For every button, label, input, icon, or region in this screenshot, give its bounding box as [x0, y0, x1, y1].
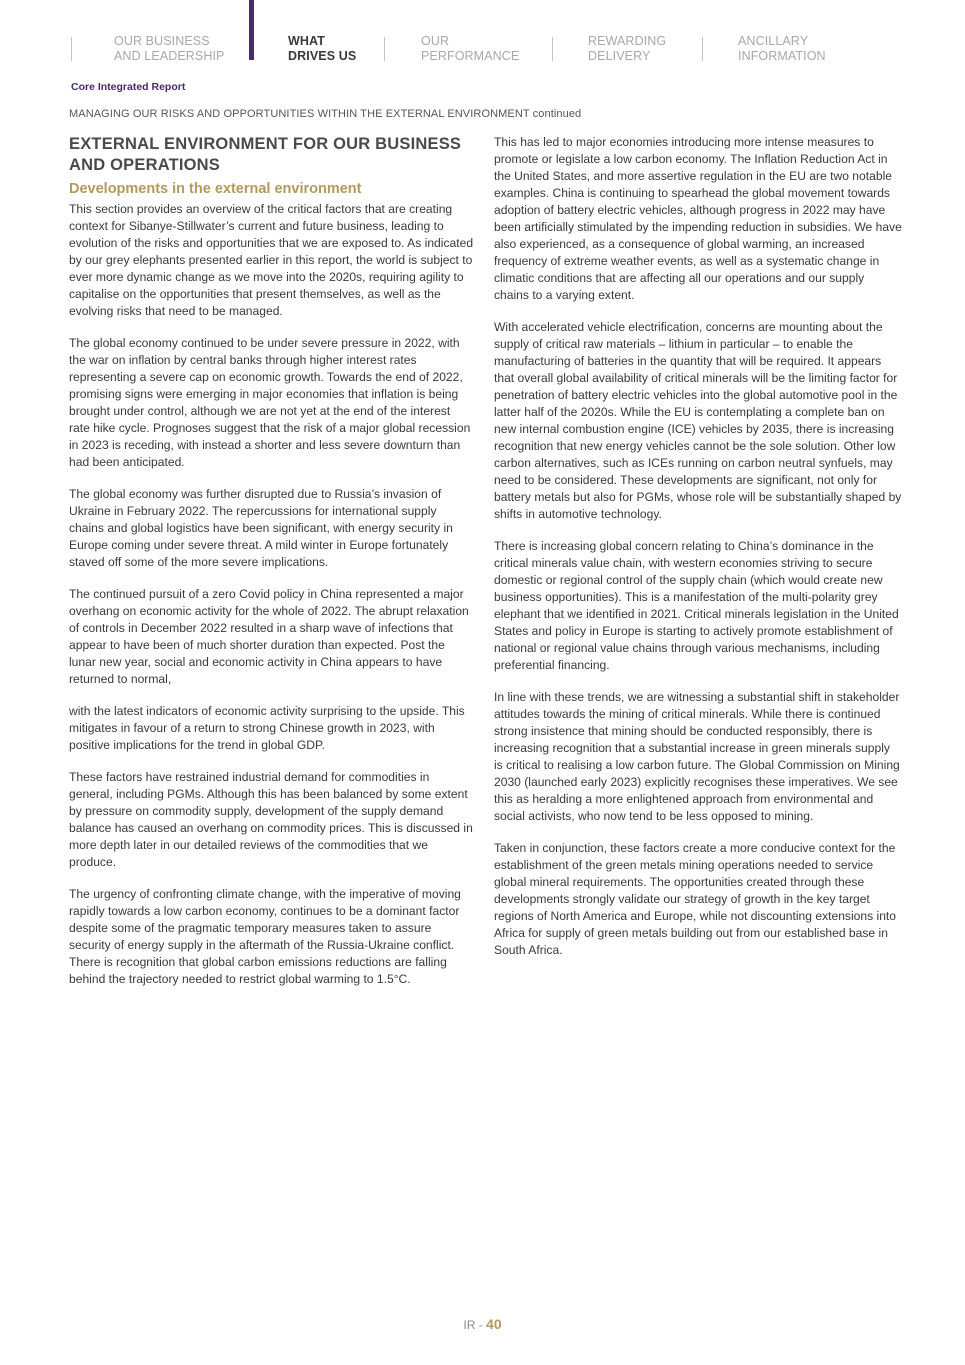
body-paragraph: The urgency of confronting climate change, with the imperative of moving rapidly towards a low carbon economy, continues to be a dominant factor despite some of the pragmatic temporary measures taken to assure security of energy supply in the aftermath of the Russia-Ukraine conflict. There is recognition that global carbon emissions reductions are falling behind the trajectory needed to restrict global warming to 1.5°C.: [69, 887, 461, 986]
body-paragraph: The global economy continued to be under severe pressure in 2022, with the war on inflation by central banks through higher interest rates representing a severe cap on economic growth. Towards the end of 2022, promising signs were emerging in major economies that inflation is being brought under control, although we are not yet at the end of the interest rate hike cycle. Prognoses suggest that the risk of a major global recession in 2023 is receding, with instead a shorter and less severe downturn than had been anticipated.: [69, 336, 471, 469]
nav-item-line: PERFORMANCE: [421, 49, 520, 63]
body-paragraph: Taken in conjunction, these factors create a more conducive context for the establishment of the green metals mining operations needed to service global mineral requirements. The opportunities created through these developments strongly validate our strategy of growth in the key target regions of North America and Europe, while not discounting extensions into Africa for supply of green metals building out from our established base in South Africa.: [494, 841, 897, 957]
body-paragraph: This section provides an overview of the critical factors that are creating context for Sibanye-Stillwater’s current and future business, leading to evolution of the risks and opportunities that we are exposed to. As indicated by our grey elephants presented earlier in this report, the world is subject to ever more dynamic change as we move into the 2020s, requiring agility to capitalise on the opportunities that present themselves, as well as the evolving risks that need to be managed.: [69, 202, 474, 318]
body-paragraph: The global economy was further disrupted due to Russia’s invasion of Ukraine in February 2022. The repercussions for international supply chains and global logistics have been significant, with energy security in Europe coming under severe threat. A mild winter in Europe fortunately staved off some of the more severe implications.: [69, 487, 453, 569]
page-number: 40: [486, 1316, 502, 1332]
body-paragraph: This has led to major economies introducing more intense measures to promote or legislate a low carbon economy. The Inflation Reduction Act in the United States, and more assertive regulation in the EU are two notable examples. China is continuing to spearhead the global movement towards adoption of battery electric vehicles, although progress in 2022 may have been artificially stimulated by the impending reduction in subsidies. We have also experienced, as a consequence of global warming, an increased frequency of extreme weather events, as well as a systematic change in climatic conditions that are affecting all our operations and our supply chains to a varying extent.: [494, 135, 902, 302]
nav-item-line: OUR BUSINESS: [114, 34, 210, 48]
section-label: MANAGING OUR RISKS AND OPPORTUNITIES WITHIN THE EXTERNAL ENVIRONMENT continued: [69, 108, 582, 120]
nav-item-line: INFORMATION: [738, 49, 826, 63]
nav-item-what-drives-us[interactable]: [288, 34, 356, 64]
nav-divider: [384, 37, 385, 61]
subheading: Developments in the external environment: [69, 181, 362, 197]
nav-item-line: ANCILLARY: [738, 34, 809, 48]
nav-divider: [552, 37, 553, 61]
nav-item-rewarding-delivery[interactable]: [588, 34, 666, 64]
top-navigation: [0, 0, 965, 80]
nav-item-line: OUR: [421, 34, 450, 48]
page-heading: EXTERNAL ENVIRONMENT FOR OUR BUSINESS AND OPERATIONS: [69, 135, 462, 174]
body-paragraph: The continued pursuit of a zero Covid policy in China represented a major overhang on economic activity for the whole of 2022. The abrupt relaxation of controls in December 2022 resulted in a sharp wave of infections that appear to have been of much shorter duration than expected. Post the lunar new year, social and economic activity in China appears to have returned to normal,: [69, 587, 469, 686]
footer-prefix: IR -: [463, 1318, 487, 1332]
active-nav-indicator: [249, 0, 254, 60]
nav-item-line: DELIVERY: [588, 49, 651, 63]
nav-item-our-business[interactable]: [114, 34, 224, 64]
page-footer: [0, 1316, 965, 1332]
body-paragraph: These factors have restrained industrial demand for commodities in general, including PGMs. Although this has been balanced by some extent by pressure on commodity supply, development of the supply demand balance has caused an overhang on commodity prices. This is discussed in more depth later in our detailed reviews of the commodities that we produce.: [69, 770, 473, 869]
body-paragraph: There is increasing global concern relating to China’s dominance in the critical minerals value chain, with western economies striving to secure domestic or regional control of the supply chain (which would create new business opportunities). This is a manifestation of the multi-polarity grey elephant that we identified in 2021. Critical minerals legislation in the United States and policy in Europe is starting to actively promote establishment of national or regional value chains through various mechanisms, including preferential financing.: [494, 539, 899, 672]
nav-item-line: AND LEADERSHIP: [114, 49, 225, 63]
body-paragraph: with the latest indicators of economic activity surprising to the upside. This mitigates in favour of a return to strong Chinese growth in 2023, with positive implications for the trend in global GDP.: [69, 704, 465, 752]
right-column: [494, 134, 902, 974]
nav-item-ancillary-information[interactable]: [738, 34, 826, 64]
body-paragraph: With accelerated vehicle electrification, concerns are mounting about the supply of critical raw materials – lithium in particular – to enable the manufacturing of batteries in the quantity that will be required. It appears that overall global availability of critical minerals will be the limiting factor for penetration of battery electric vehicles into the global automotive pool in the latter half of the 2020s. While the EU is contemplating a complete ban on new internal combustion engine (ICE) vehicles by 2035, there is increasing recognition that new energy vehicles cannot be the sole solution. Other low carbon alternatives, such as ICEs running on carbon neutral synfuels, may need to be considered. These developments are significant, not only for battery metals but also for PGMs, whose role will be substantially shaped by shifts in automotive technology.: [494, 320, 902, 521]
nav-item-line: REWARDING: [588, 34, 667, 48]
report-label: Core Integrated Report: [71, 81, 186, 93]
left-column: [69, 134, 474, 1003]
nav-divider: [71, 37, 72, 61]
nav-item-our-performance[interactable]: [421, 34, 519, 64]
nav-divider: [702, 37, 703, 61]
nav-item-line: WHAT: [288, 34, 325, 48]
body-paragraph: In line with these trends, we are witnessing a substantial shift in stakeholder attitudes towards the mining of critical minerals. While there is continued strong insistence that mining should be conducted responsibly, there is increasing recognition that a substantial increase in green minerals supply is critical to realising a low carbon future. The Global Commission on Mining 2030 (launched early 2023) explicitly recognises these imperatives. We see this as heralding a more enlightened approach from environmental and social activists, who now tend to be less opposed to mining.: [494, 690, 900, 823]
nav-item-line: DRIVES US: [288, 49, 357, 63]
